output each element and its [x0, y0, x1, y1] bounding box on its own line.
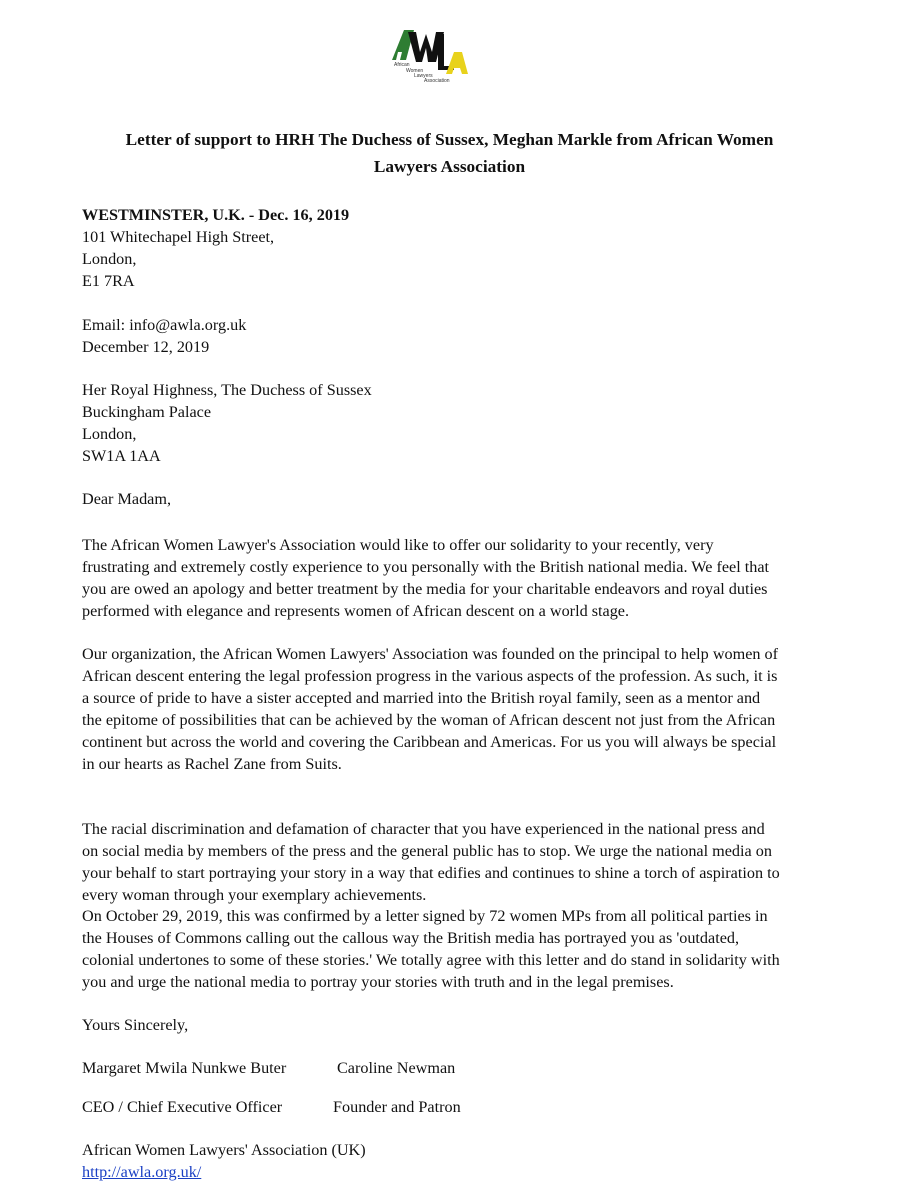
contact-block: [82, 314, 246, 358]
website-link[interactable]: http://awla.org.uk/: [82, 1163, 202, 1181]
letter-title: [0, 126, 899, 180]
title-line: Letter of support to HRH The Duchess of Sussex, Meghan Markle from African Women: [125, 130, 774, 149]
text-line: the Houses of Commons calling out the callous way the British media has portrayed you as 'outdated,: [82, 929, 740, 947]
recipient-line: London,: [82, 425, 137, 443]
address-line: E1 7RA: [82, 272, 135, 290]
paragraph-2: [82, 643, 778, 775]
awla-logo: [388, 24, 470, 84]
text-line: colonial undertones to some of these stories.' We totally agree with this letter and do stand in solidarity with: [82, 951, 780, 969]
text-line: you are owed an apology and better treatment by the media for your charitable endeavors and royal duties: [82, 580, 768, 598]
paragraph-4: [82, 905, 780, 993]
paragraph-3: [82, 818, 780, 906]
text-line: you and urge the national media to portray your stories with truth and in the legal premises.: [82, 973, 674, 991]
svg-text:Women: Women: [406, 68, 424, 74]
text-line: continent but across the world and covering the Caribbean and Americas. For us you will always be special: [82, 733, 777, 751]
text-line: your behalf to start portraying your story in a way that edifies and continues to shine a torch of aspiration to: [82, 864, 780, 882]
title-line: Lawyers Association: [373, 157, 526, 176]
dateline: WESTMINSTER, U.K. - Dec. 16, 2019: [82, 206, 350, 224]
text-line: On October 29, 2019, this was confirmed by a letter signed by 72 women MPs from all political parties in: [82, 907, 768, 925]
text-line: Our organization, the African Women Lawyers' Association was founded on the principal to help women of: [82, 645, 779, 663]
text-line: a source of pride to have a sister accepted and married into the British royal family, seen as a mentor and: [82, 689, 761, 707]
recipient-line: Buckingham Palace: [82, 403, 212, 421]
email: Email: info@awla.org.uk: [82, 316, 247, 334]
text-line: The racial discrimination and defamation of character that you have experienced in the national press and: [82, 820, 765, 838]
sender-block: [82, 204, 349, 292]
salutation: Dear Madam,: [82, 490, 171, 508]
closing: Yours Sincerely,: [82, 1016, 189, 1034]
text-line: the epitome of possibilities that can be achieved by the woman of African descent not just from the African: [82, 711, 776, 729]
svg-text:Association: Association: [424, 78, 450, 84]
recipient-line: SW1A 1AA: [82, 447, 161, 465]
signatory-2-role: Founder and Patron: [333, 1098, 461, 1116]
signatory-1-name: Margaret Mwila Nunkwe Buter: [82, 1059, 287, 1077]
paragraph-1: [82, 534, 769, 622]
letter-date: December 12, 2019: [82, 338, 210, 356]
svg-text:African: African: [394, 62, 410, 68]
text-line: every woman through your exemplary achievements.: [82, 886, 427, 904]
address-line: London,: [82, 250, 137, 268]
text-line: in our hearts as Rachel Zane from Suits.: [82, 755, 342, 773]
address-line: 101 Whitechapel High Street,: [82, 228, 275, 246]
text-line: The African Women Lawyer's Association would like to offer our solidarity to your recently, very: [82, 536, 714, 554]
signatory-2-name: Caroline Newman: [337, 1059, 456, 1077]
text-line: performed with elegance and represents women of African descent on a world stage.: [82, 602, 630, 620]
recipient-line: Her Royal Highness, The Duchess of Sussex: [82, 381, 372, 399]
organization: [82, 1139, 366, 1183]
text-line: on social media by members of the press and the general public has to stop. We urge the national media on: [82, 842, 772, 860]
recipient-block: [82, 379, 372, 467]
svg-text:Lawyers: Lawyers: [414, 73, 433, 79]
organization-name: African Women Lawyers' Association (UK): [82, 1141, 366, 1159]
text-line: frustrating and extremely costly experience to you personally with the British national media. We feel that: [82, 558, 770, 576]
signatory-1-role: CEO / Chief Executive Officer: [82, 1098, 283, 1116]
text-line: African descent entering the legal profession progress in the various aspects of the profession. As such, it is: [82, 667, 778, 685]
